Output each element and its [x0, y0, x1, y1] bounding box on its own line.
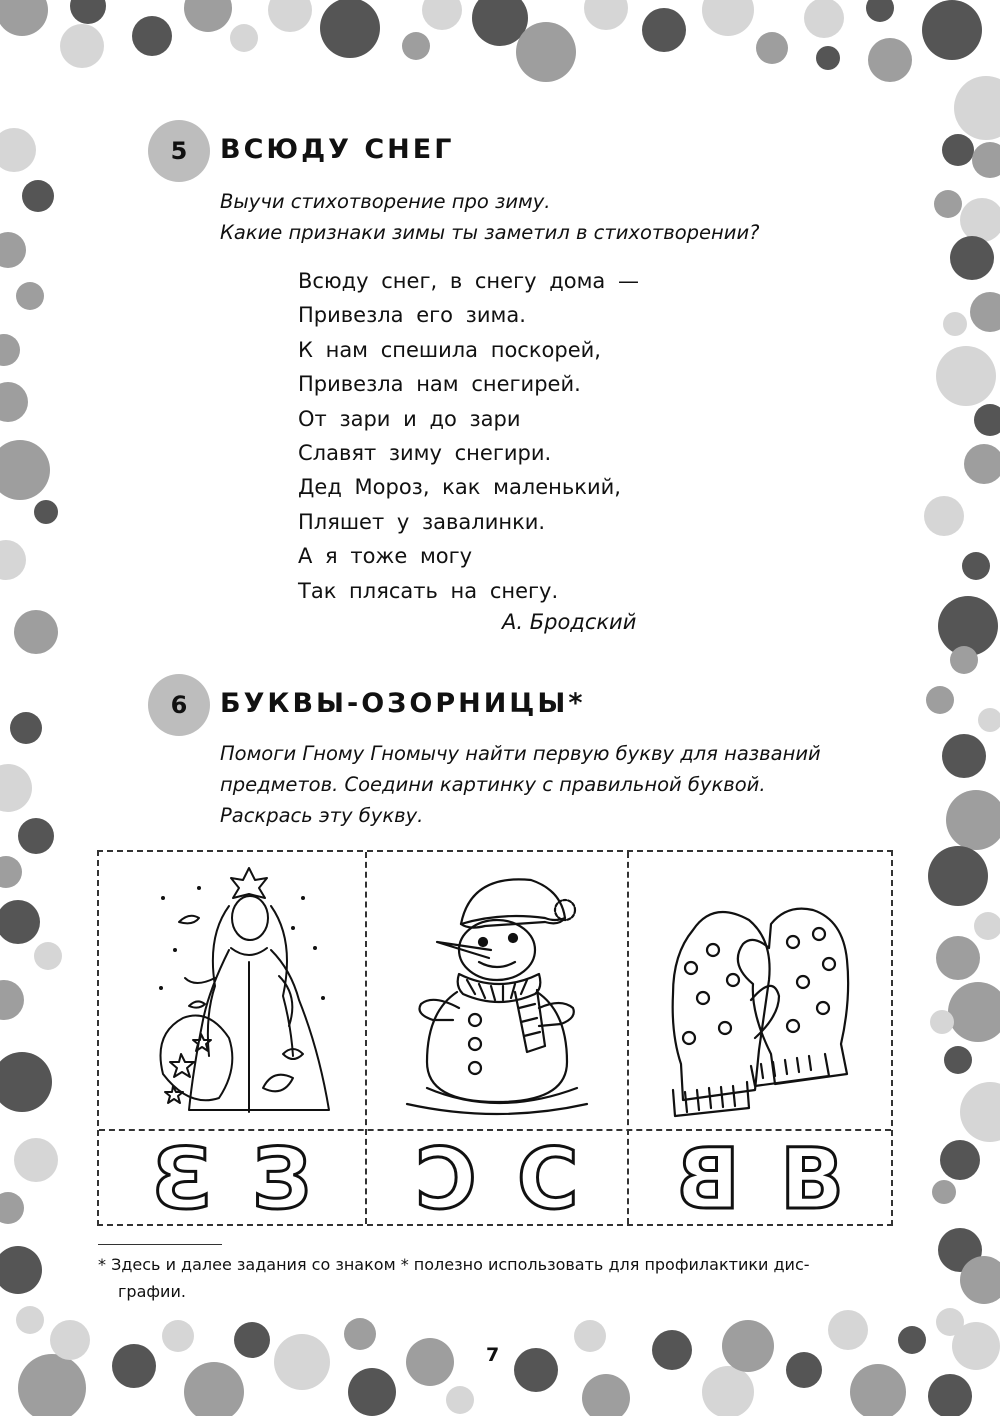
grid-divider: [99, 1129, 891, 1131]
mirrored-letter[interactable]: З: [152, 1130, 212, 1228]
poem-line: Славят зиму снегири.: [298, 440, 552, 465]
instruction-line: Какие признаки зимы ты заметил в стихотворении?: [220, 221, 760, 244]
poem-line: К нам спешила поскорей,: [298, 337, 601, 362]
footnote-line: графии.: [118, 1282, 186, 1301]
poem-line: Всюду снег, в снегу дома —: [298, 269, 639, 293]
task-6-instructions: [220, 738, 821, 831]
instruction-line: Выучи стихотворение про зиму.: [220, 190, 551, 213]
footnote: [98, 1251, 898, 1305]
poem-line: Привезла нам снегирей.: [298, 372, 581, 397]
instruction-line: предметов. Соедини картинку с правильной буквой.: [220, 773, 766, 796]
letter-cell-v: [629, 1130, 891, 1228]
snow-maiden-picture[interactable]: [103, 858, 363, 1124]
poem-line: Пляшет у завалинки.: [298, 509, 546, 534]
instruction-line: Помоги Гному Гномычу найти первую букву для названий: [220, 742, 821, 765]
task-5-title: ВСЮДУ СНЕГ: [220, 134, 455, 165]
poem-author: А. Бродский: [502, 610, 637, 634]
mittens-picture[interactable]: [633, 858, 893, 1124]
correct-letter[interactable]: В: [780, 1130, 845, 1228]
task-6-number-badge: [148, 674, 210, 736]
page-number: 7: [486, 1344, 500, 1366]
task-5-number-badge: [148, 120, 210, 182]
poem-line: От зари и до зари: [298, 406, 521, 431]
instruction-line: Раскрась эту букву.: [220, 804, 424, 827]
snowman-picture[interactable]: [367, 858, 627, 1124]
mirrored-letter[interactable]: С: [415, 1130, 477, 1228]
poem-line: Дед Мороз, как маленький,: [298, 475, 621, 500]
poem-line: Так плясать на снегу.: [298, 578, 559, 603]
poem: [298, 264, 639, 608]
footnote-line: * Здесь и далее задания со знаком * полезно использовать для профилактики дис-: [98, 1255, 810, 1274]
letter-cell-s: [367, 1130, 627, 1228]
correct-letter[interactable]: З: [252, 1130, 312, 1228]
footnote-rule: [98, 1244, 222, 1245]
task-6-title: БУКВЫ-ОЗОРНИЦЫ*: [220, 688, 586, 719]
matching-grid: [97, 850, 893, 1226]
task-5-number: 5: [170, 137, 188, 165]
letter-cell-z: [99, 1130, 365, 1228]
poem-line: Привезла его зима.: [298, 303, 526, 328]
task-5-instructions: [220, 186, 760, 248]
mirrored-letter[interactable]: В: [675, 1130, 740, 1228]
correct-letter[interactable]: С: [517, 1130, 579, 1228]
task-6-number: 6: [170, 691, 188, 719]
poem-line: А я тоже могу: [298, 544, 473, 569]
